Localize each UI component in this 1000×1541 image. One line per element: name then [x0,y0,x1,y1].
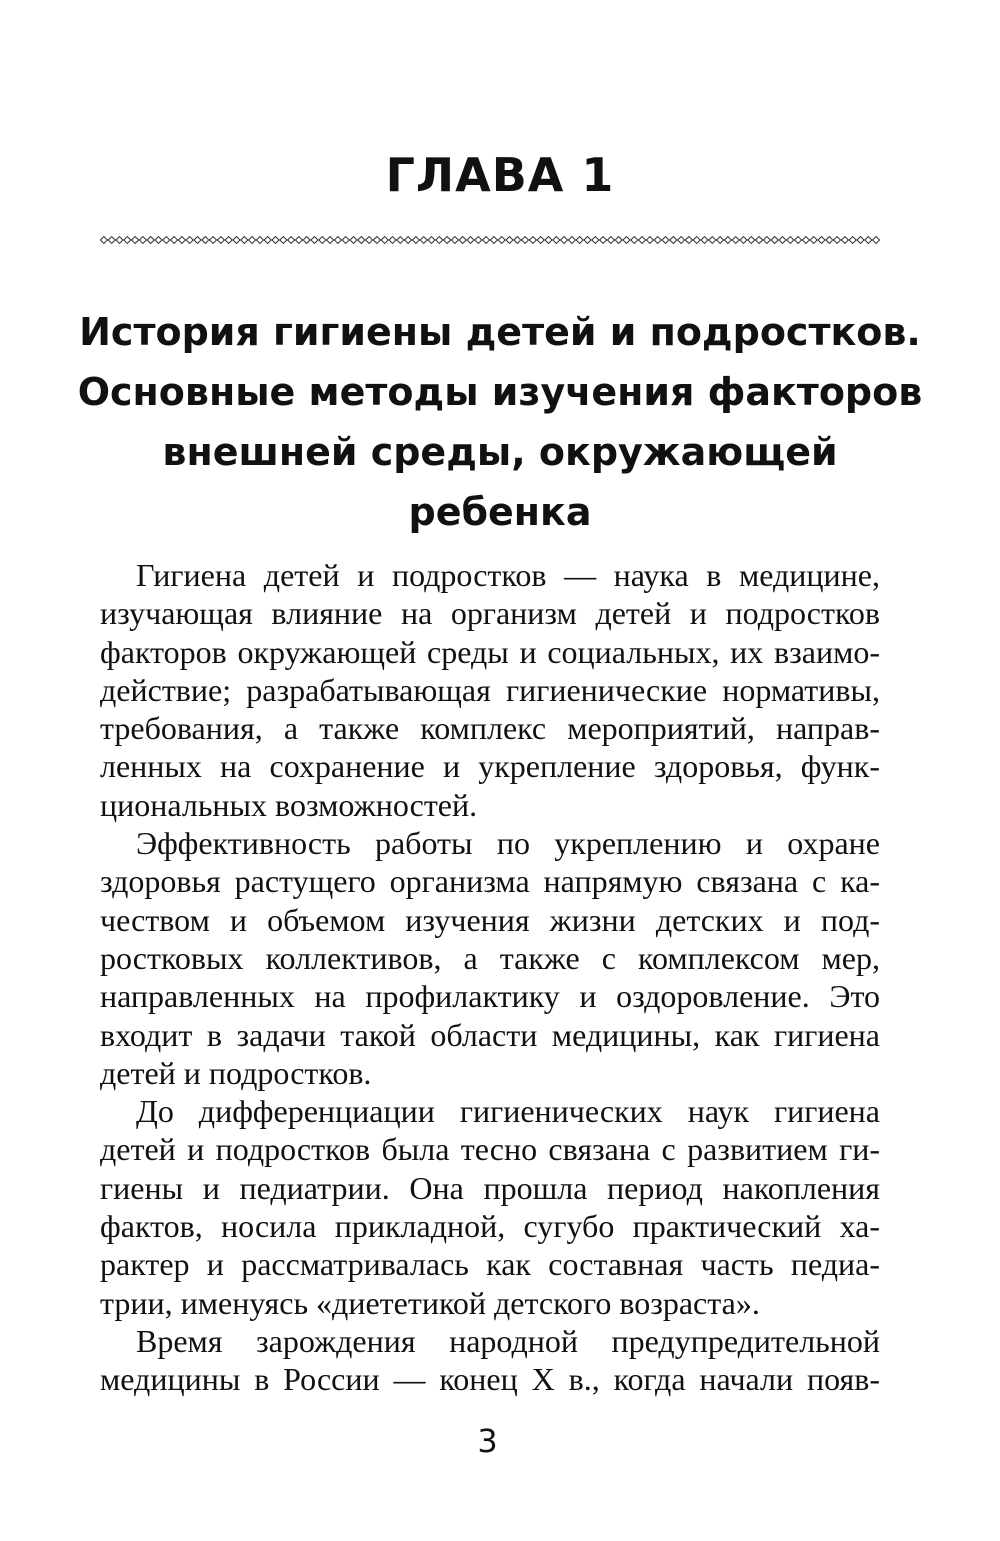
text-line: трии, именуясь «диететикой детского возраста». [100,1284,760,1321]
page-number: 3 [477,1422,498,1460]
chapter-title-line: История гигиены детей и подростков. [79,310,921,354]
text-line: факторов окружающей среды и социальных, их взаимо- [100,633,880,670]
body-text [100,556,880,1399]
text-line: детей и подростков. [100,1054,372,1091]
chapter-title-line: внешней среды, окружающей [162,430,838,474]
paragraph [100,1092,880,1322]
text-line: чеством и объемом изучения жизни детских и под- [100,901,880,938]
text-line: действие; разрабатывающая гигиенические нормативы, [100,671,880,708]
text-line: рактер и рассматривалась как составная часть педиа- [100,1246,880,1283]
text-line: Время зарождения народной предупредительной [136,1322,880,1359]
text-line: здоровья растущего организма напрямую связана с ка- [100,863,880,900]
text-line: ленных на сохранение и укрепление здоровья, функ- [100,748,880,785]
chapter-title [40,302,960,542]
text-line: фактов, носила прикладной, сугубо практический ха- [100,1208,880,1245]
text-line: медицины в России — конец X в., когда начали появ- [100,1361,880,1398]
text-line: требования, а также комплекс мероприятий, направ- [100,710,880,747]
text-line: гиены и педиатрии. Она прошла период накопления [100,1169,880,1206]
chapter-title-line: Основные методы изучения факторов [77,370,923,414]
ornamental-divider [100,233,880,247]
text-line: входит в задачи такой области медицины, как гигиена [100,1016,880,1053]
text-line: изучающая влияние на организм детей и подростков [100,595,880,632]
text-line: детей и подростков была тесно связана с развитием ги- [100,1131,880,1168]
text-line: Эффективность работы по укреплению и охране [136,825,880,862]
text-line: циональных возможностей. [100,786,478,823]
text-line: Гигиена детей и подростков — наука в медицине, [136,557,880,593]
text-line: ростковых коллективов, а также с комплексом мер, [100,939,880,976]
paragraph [100,556,880,824]
text-line: направленных на профилактику и оздоровление. Это [100,978,880,1015]
paragraph [100,824,880,1092]
chapter-title-line: ребенка [408,490,592,534]
paragraph [100,1322,880,1399]
chapter-label: ГЛАВА 1 [385,148,615,202]
text-line: До дифференциации гигиенических наук гигиена [136,1093,880,1130]
